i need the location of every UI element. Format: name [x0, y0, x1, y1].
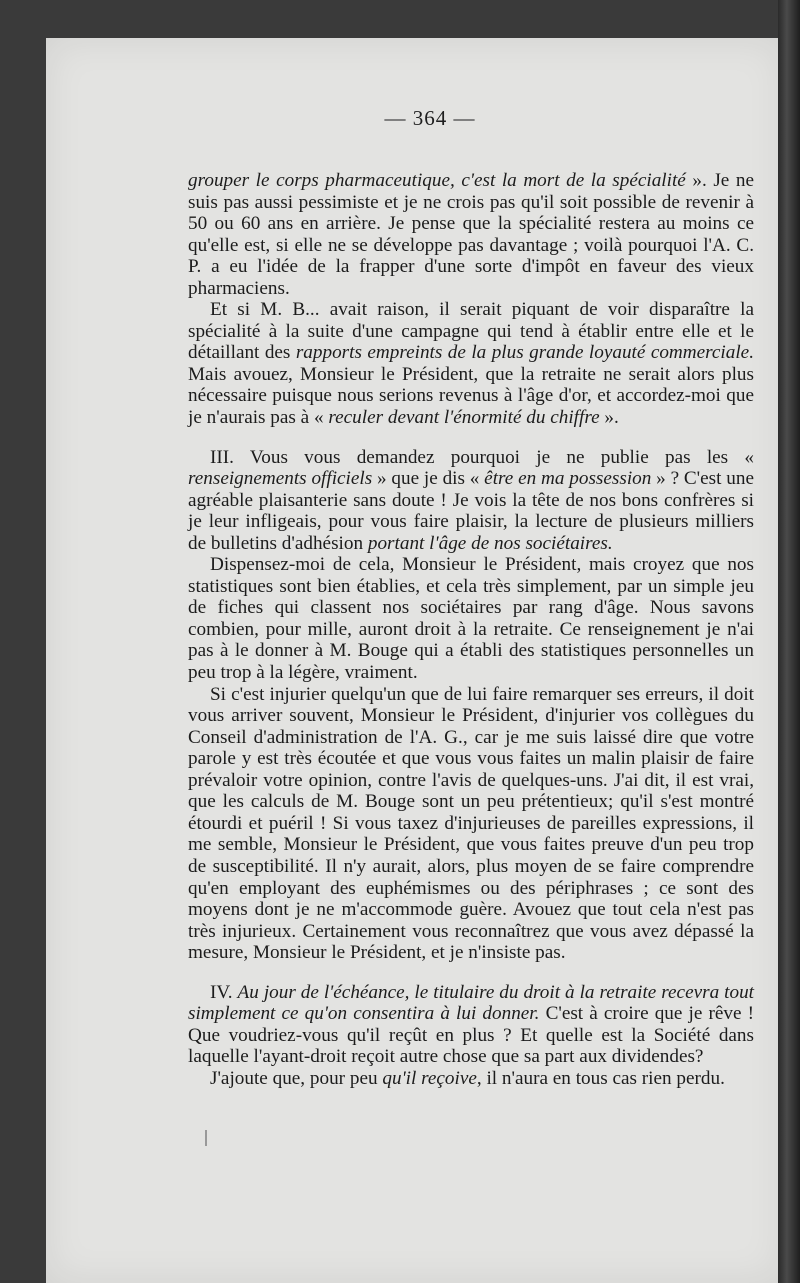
italic-run: portant l'âge de nos sociétaires. — [367, 532, 613, 554]
italic-run: être en ma possession — [484, 468, 652, 490]
page-binding-edge — [778, 0, 800, 1283]
text-run: III. Vous vous demandez pourquoi je ne publie pas les « — [210, 446, 754, 468]
text-run: C'est à croire que je rêve ! Que voudriez-vous qu'il reçût en plus ? Et quelle est la Société dans laquelle l'ayant-droit reçoit autre chose que sa part aux dividendes? — [188, 1003, 754, 1068]
paragraph-6-section-iv — [188, 982, 754, 1068]
text-run: ». — [599, 407, 619, 429]
text-run: ». Je ne suis pas aussi pessimiste et je ne crois pas qu'il soit possible de revenir à 50 ou 60 ans en arrière. Je pense que la spécialité restera au moins ce qu'elle est, si elle ne se développe pas davantage ; voilà pourquoi l'A. C. P. a eu l'idée de la frapper d'une sorte d'impôt en faveur des vieux pharmaciens. — [188, 170, 754, 299]
paragraph-4 — [188, 554, 754, 683]
italic-run: reculer devant l'énormité du chiffre — [328, 407, 600, 429]
text-run: Dispensez-moi de cela, Monsieur le Président, mais croyez que nos statistiques sont bien établies, et cela très simplement, par un simple jeu de fiches qui classent nos sociétaires par rang d'âge. Nous savons combien, pour mille, auront droit à la retraite. Ce renseignement je n'ai pas à le donner à M. Bouge qui a établi des statistiques personnelles un peu trop à la légère, vraiment. — [188, 554, 754, 684]
text-run: IV. — [210, 981, 238, 1003]
paragraph-3-section-iii — [188, 447, 754, 555]
body-text — [188, 170, 754, 1089]
paragraph-2 — [188, 299, 754, 428]
paragraph-1 — [188, 170, 754, 299]
text-run: » que je dis « — [372, 468, 485, 490]
italic-run: rapports empreints de la plus grande loyauté commerciale. — [295, 342, 754, 364]
text-run: Et si M. B... avait raison, il serait piquant de voir disparaître la spécialité à la suite d'une campagne qui tend à établir entre elle et le détaillant des — [188, 299, 754, 364]
italic-run: Au jour de l'échéance, le titulaire du droit à la retraite recevra tout simplement ce qu'on consentira à lui donner. — [188, 981, 754, 1025]
text-run: , il n'aura en tous cas rien perdu. — [476, 1067, 725, 1089]
text-run: Mais avouez, Monsieur le Président, que la retraite ne serait alors plus nécessaire puisque nous serions revenus à l'âge d'or, et accordez-moi que je n'aurais pas à « — [188, 363, 754, 429]
italic-run: grouper le corps pharmaceutique, c'est la mort de la spécialité — [188, 170, 686, 191]
page-number: — 364 — — [384, 106, 476, 130]
italic-run: renseignements officiels — [188, 468, 373, 490]
text-run: Si c'est injurier quelqu'un que de lui faire remarquer ses erreurs, il doit vous arriver souvent, Monsieur le Président, d'injurier vos collègues du Conseil d'administration de l'A. G., car je me suis laissé dire que votre parole y est très écoutée et que vous vous faites un malin plaisir de faire prévaloir votre opinion, contre l'avis de quelques-uns. J'ai dit, il est vrai, que les calculs de M. Bouge sont un peu prétentieux; qu'il s'est montré étourdi et puéril ! Si vous taxez d'injurieuses de pareilles expressions, il me semble, Monsieur le Président, que vous faites preuve d'un peu trop de susceptibilité. Il n'y aurait, alors, plus moyen de se faire comprendre qu'en employant des euphémismes ou des périphrases ; ce sont des moyens dont je ne m'accommode guère. Avouez que tout cela n'est pas très injurieux. Certainement vous reconnaîtrez que vous avez dépassé la mesure, Monsieur le Président, et je n'insiste pas. — [188, 683, 754, 964]
text-run: » ? C'est une agréable plaisanterie sans doute ! Je vois la tête de nos bons confrères si je leur infligeais, pour vous faire plaisir, la lecture de plusieurs milliers de bulletins d'adhésion — [188, 468, 754, 554]
paragraph-7 — [188, 1068, 754, 1090]
stray-mark — [205, 1130, 207, 1146]
text-run: J'ajoute que, pour peu — [210, 1067, 383, 1089]
paragraph-5 — [188, 684, 754, 964]
italic-run: qu'il reçoive — [382, 1067, 477, 1089]
